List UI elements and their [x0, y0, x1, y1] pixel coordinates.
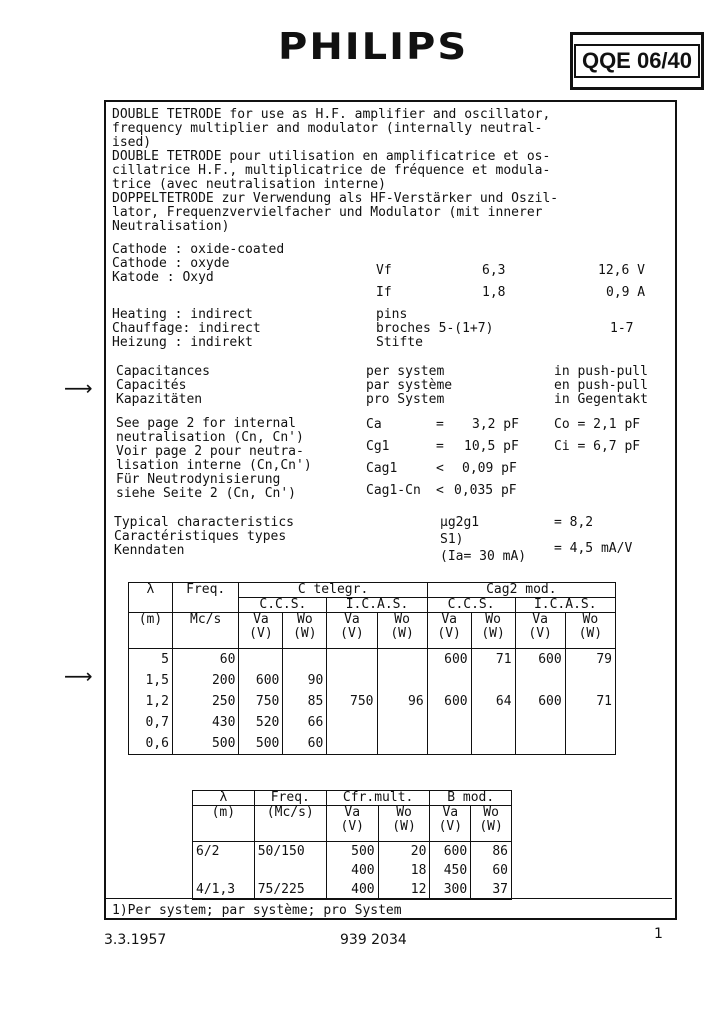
cell-spacer — [258, 861, 323, 880]
cell-value: 18 — [410, 863, 427, 878]
cathode-block — [112, 243, 284, 285]
cathode-line: Katode : Oxyd — [112, 270, 214, 285]
lambda-col — [129, 649, 173, 755]
v-unit: (V) — [340, 626, 364, 641]
per-system-line: pro System — [366, 392, 445, 407]
type-code: QQE 06/40 — [574, 44, 700, 78]
unit-cell: (Mc/s) — [254, 806, 326, 842]
unit-cell — [239, 613, 283, 649]
table-row — [129, 649, 616, 755]
cap-value: 0,09 pF — [462, 461, 517, 476]
wo-label: Wo — [483, 805, 499, 820]
wo-label: Wo — [394, 612, 410, 627]
v-unit: (V) — [438, 819, 463, 834]
cap-value: 3,2 pF — [472, 417, 519, 432]
pins-line: broches 5-(1+7) — [376, 321, 494, 336]
cell-value: 300 — [443, 882, 468, 897]
cfr-wo-col — [378, 842, 430, 900]
table-row — [129, 583, 616, 598]
freq-value: 60 — [219, 652, 236, 667]
freq-value: 430 — [211, 715, 236, 730]
capacitance-label: Kapazitäten — [116, 392, 203, 407]
cathode-line: Cathode : oxyde — [112, 256, 230, 271]
intro-line: Neutralisation) — [112, 219, 230, 234]
col-header: I.C.A.S. — [515, 598, 615, 613]
intro-line: cillatrice H.F., multiplicatrice de fréquence et modula- — [112, 163, 551, 178]
unit-cell — [427, 613, 471, 649]
va-label: Va — [253, 612, 269, 627]
col-header: I.C.A.S. — [327, 598, 427, 613]
freq-value: 50/150 — [257, 844, 305, 859]
note-line: Für Neutrodynisierung — [116, 472, 281, 487]
cell-value: 500 — [351, 844, 375, 859]
typical-labels — [114, 516, 294, 558]
w-unit: (W) — [578, 626, 603, 641]
footnote-rule — [106, 898, 672, 899]
col-header: Cfr.mult. — [326, 791, 430, 806]
unit-cell — [471, 613, 515, 649]
cap-value: 10,5 pF — [464, 439, 519, 454]
cell-spacer — [475, 670, 512, 691]
cell-value: 79 — [596, 652, 612, 667]
w-unit: (W) — [481, 626, 505, 641]
intro-line: DOUBLE TETRODE for use as H.F. amplifier and oscillator, — [112, 107, 551, 122]
tel-ccs-va-col — [239, 649, 283, 755]
cell-value: 71 — [596, 694, 612, 709]
col-header: λ — [129, 583, 173, 613]
arrow-right-icon: ⟶ — [64, 376, 93, 400]
va-label: Va — [344, 805, 361, 820]
v-unit: (V) — [528, 626, 552, 641]
s-symbol: S1) — [440, 532, 464, 547]
push-pull-value: Co = 2,1 pF — [554, 417, 641, 432]
note-line: siehe Seite 2 (Cn, Cn') — [116, 486, 297, 501]
lambda-value: 1,2 — [145, 694, 169, 709]
cell-value: 520 — [255, 715, 280, 730]
typical-label: Typical characteristics — [114, 515, 295, 530]
heating-block — [112, 308, 261, 350]
bmod-va-col — [430, 842, 471, 900]
cell-value — [286, 649, 323, 670]
table-row — [193, 842, 512, 900]
freq-col — [254, 842, 326, 900]
mod-icas-va-col — [515, 649, 565, 755]
unit-cell: Mc/s — [172, 613, 239, 649]
freq-value: 500 — [211, 736, 236, 751]
mod-ccs-va-col — [427, 649, 471, 755]
lambda-value: 1,5 — [145, 673, 169, 688]
v-unit: (V) — [437, 626, 461, 641]
issue-date: 3.3.1957 — [104, 932, 167, 948]
col-header: λ — [193, 791, 255, 806]
multiplier-table — [192, 790, 512, 900]
vf-value-a: 6,3 — [482, 263, 506, 278]
freq-col — [172, 649, 239, 755]
page-number: 1 — [654, 926, 663, 942]
arrow-right-icon: ⟶ — [64, 664, 93, 688]
cell-value: 20 — [410, 844, 427, 859]
note-line: Voir page 2 pour neutra- — [116, 444, 304, 459]
if-label: If — [376, 285, 392, 300]
cell-value: 750 — [350, 694, 374, 709]
heating-line: Heating : indirect — [112, 307, 253, 322]
table-row — [129, 613, 616, 649]
per-system-block — [366, 365, 452, 407]
cell-value: 60 — [307, 736, 324, 751]
intro-line: DOUBLE TETRODE pour utilisation en amplificatrice et os- — [112, 149, 551, 164]
cell-value: 750 — [255, 694, 280, 709]
pins-line: Stifte — [376, 335, 423, 350]
unit-cell: (m) — [129, 613, 173, 649]
per-system-line: par système — [366, 378, 453, 393]
cell-spacer — [519, 670, 562, 691]
col-header: Freq. — [254, 791, 326, 806]
unit-cell — [565, 613, 615, 649]
w-unit: (W) — [479, 819, 503, 834]
push-pull-line: in Gegentakt — [554, 392, 648, 407]
unit-cell — [327, 613, 377, 649]
cell-value — [242, 649, 279, 670]
w-unit: (W) — [293, 626, 317, 641]
cell-value: 450 — [443, 863, 468, 878]
wo-label: Wo — [582, 612, 599, 627]
lambda-value: 5 — [161, 652, 169, 667]
va-label: Va — [344, 612, 360, 627]
w-unit: (W) — [392, 819, 416, 834]
tel-icas-wo-col — [377, 649, 427, 755]
type-code-box — [570, 32, 704, 90]
cell-value: 60 — [492, 863, 508, 878]
cap-relation: < — [436, 461, 444, 476]
push-pull-value: Ci = 6,7 pF — [554, 439, 641, 454]
cell-spacer — [431, 670, 468, 691]
cap-relation: = — [436, 417, 444, 432]
lambda-value: 0,7 — [145, 715, 169, 730]
typical-label: Caractéristiques types — [114, 529, 287, 544]
unit-cell: (m) — [193, 806, 255, 842]
cell-value: 12 — [410, 882, 427, 897]
intro-line: frequency multiplier and modulator (internally neutral- — [112, 121, 543, 136]
pins-block — [376, 308, 493, 350]
cap-relation: < — [436, 483, 444, 498]
if-value-a: 1,8 — [482, 285, 506, 300]
va-label: Va — [442, 805, 459, 820]
wo-label: Wo — [485, 612, 501, 627]
push-pull-line: in push-pull — [554, 364, 648, 379]
v-unit: (V) — [340, 819, 364, 834]
cell-value: 37 — [492, 882, 508, 897]
cell-value: 400 — [351, 882, 375, 897]
cell-value: 600 — [444, 694, 468, 709]
note-line: neutralisation (Cn, Cn') — [116, 430, 304, 445]
lambda-value: 6/2 — [196, 844, 220, 859]
wo-label: Wo — [396, 805, 412, 820]
unit-cell — [326, 806, 378, 842]
cell-value: 400 — [351, 863, 375, 878]
freq-value: 75/225 — [257, 882, 305, 897]
cell-value: 600 — [444, 652, 468, 667]
philips-logo: PHILIPS — [278, 25, 469, 69]
col-header: C telegr. — [239, 583, 427, 598]
unit-cell — [471, 806, 512, 842]
mu-value: = 8,2 — [554, 515, 594, 530]
cell-spacer — [196, 861, 251, 880]
cell-spacer — [569, 670, 612, 691]
capacitance-labels — [116, 365, 210, 407]
cell-value: 600 — [538, 694, 562, 709]
if-value-b: 0,9 A — [606, 285, 646, 300]
mod-ccs-wo-col — [471, 649, 515, 755]
capacitance-label: Capacitances — [116, 364, 210, 379]
mod-icas-wo-col — [565, 649, 615, 755]
cfr-va-col — [326, 842, 378, 900]
s-condition: (Ia= 30 mA) — [440, 549, 527, 564]
col-header: Cag2 mod. — [427, 583, 615, 598]
freq-value: 250 — [211, 694, 236, 709]
operating-table — [128, 582, 616, 755]
push-pull-line: en push-pull — [554, 378, 648, 393]
bmod-wo-col — [471, 842, 512, 900]
cap-relation: = — [436, 439, 444, 454]
tel-icas-va-col — [327, 649, 377, 755]
cap-symbol: Cg1 — [366, 439, 390, 454]
note-line: lisation interne (Cn,Cn') — [116, 458, 312, 473]
s-value: = 4,5 mA/V — [554, 541, 633, 556]
col-header: B mod. — [430, 791, 512, 806]
cell-value: 96 — [408, 694, 424, 709]
push-pull-block — [554, 365, 648, 407]
intro-line: trice (avec neutralisation interne) — [112, 177, 386, 192]
table-row — [193, 791, 512, 806]
va-label: Va — [532, 612, 548, 627]
document-number: 939 2034 — [340, 932, 407, 948]
pins-line: pins — [376, 307, 408, 322]
unit-cell — [283, 613, 327, 649]
cap-value: 0,035 pF — [454, 483, 517, 498]
cathode-line: Cathode : oxide-coated — [112, 242, 285, 257]
cell-value: 64 — [495, 694, 512, 709]
note-line: See page 2 for internal — [116, 416, 297, 431]
cell-value: 500 — [255, 736, 280, 751]
col-header: C.C.S. — [239, 598, 327, 613]
intro-line: lator, Frequenzvervielfacher und Modulator (mit innerer — [112, 205, 543, 220]
freq-value: 200 — [211, 673, 236, 688]
lambda-value: 4/1,3 — [196, 882, 236, 897]
mu-symbol: µg2g1 — [440, 515, 480, 530]
lambda-value: 0,6 — [145, 736, 169, 751]
vf-value-b: 12,6 V — [598, 263, 645, 278]
intro-line: DOPPELTETRODE zur Verwendung als HF-Verstärker und Oszil- — [112, 191, 559, 206]
cell-value: 600 — [443, 844, 468, 859]
cell-value: 600 — [255, 673, 280, 688]
unit-cell — [378, 806, 430, 842]
heating-line: Chauffage: indirect — [112, 321, 261, 336]
unit-cell — [515, 613, 565, 649]
vf-label: Vf — [376, 263, 392, 278]
cell-value: 86 — [492, 844, 508, 859]
tel-ccs-wo-col — [283, 649, 327, 755]
cell-value: 600 — [538, 652, 562, 667]
intro-line: ised) — [112, 135, 152, 150]
unit-cell — [430, 806, 471, 842]
heating-line: Heizung : indirekt — [112, 335, 253, 350]
pins-alt: 1-7 — [610, 321, 634, 336]
unit-cell — [377, 613, 427, 649]
neutralisation-note — [116, 417, 312, 501]
cell-value: 90 — [307, 673, 324, 688]
cell-value: 85 — [307, 694, 324, 709]
typical-label: Kenndaten — [114, 543, 185, 558]
footnote: 1)Per system; par système; pro System — [112, 903, 402, 918]
cell-value: 66 — [307, 715, 324, 730]
w-unit: (W) — [390, 626, 414, 641]
v-unit: (V) — [249, 626, 273, 641]
capacitance-label: Capacités — [116, 378, 187, 393]
cap-symbol: Cag1 — [366, 461, 398, 476]
per-system-line: per system — [366, 364, 445, 379]
cap-symbol: Ca — [366, 417, 382, 432]
col-header: Freq. — [172, 583, 239, 613]
cap-symbol: Cag1-Cn — [366, 483, 421, 498]
col-header: C.C.S. — [427, 598, 515, 613]
intro-text — [112, 108, 558, 234]
table-row — [193, 806, 512, 842]
va-label: Va — [441, 612, 457, 627]
lambda-col — [193, 842, 255, 900]
wo-label: Wo — [297, 612, 313, 627]
cell-value: 71 — [495, 652, 512, 667]
